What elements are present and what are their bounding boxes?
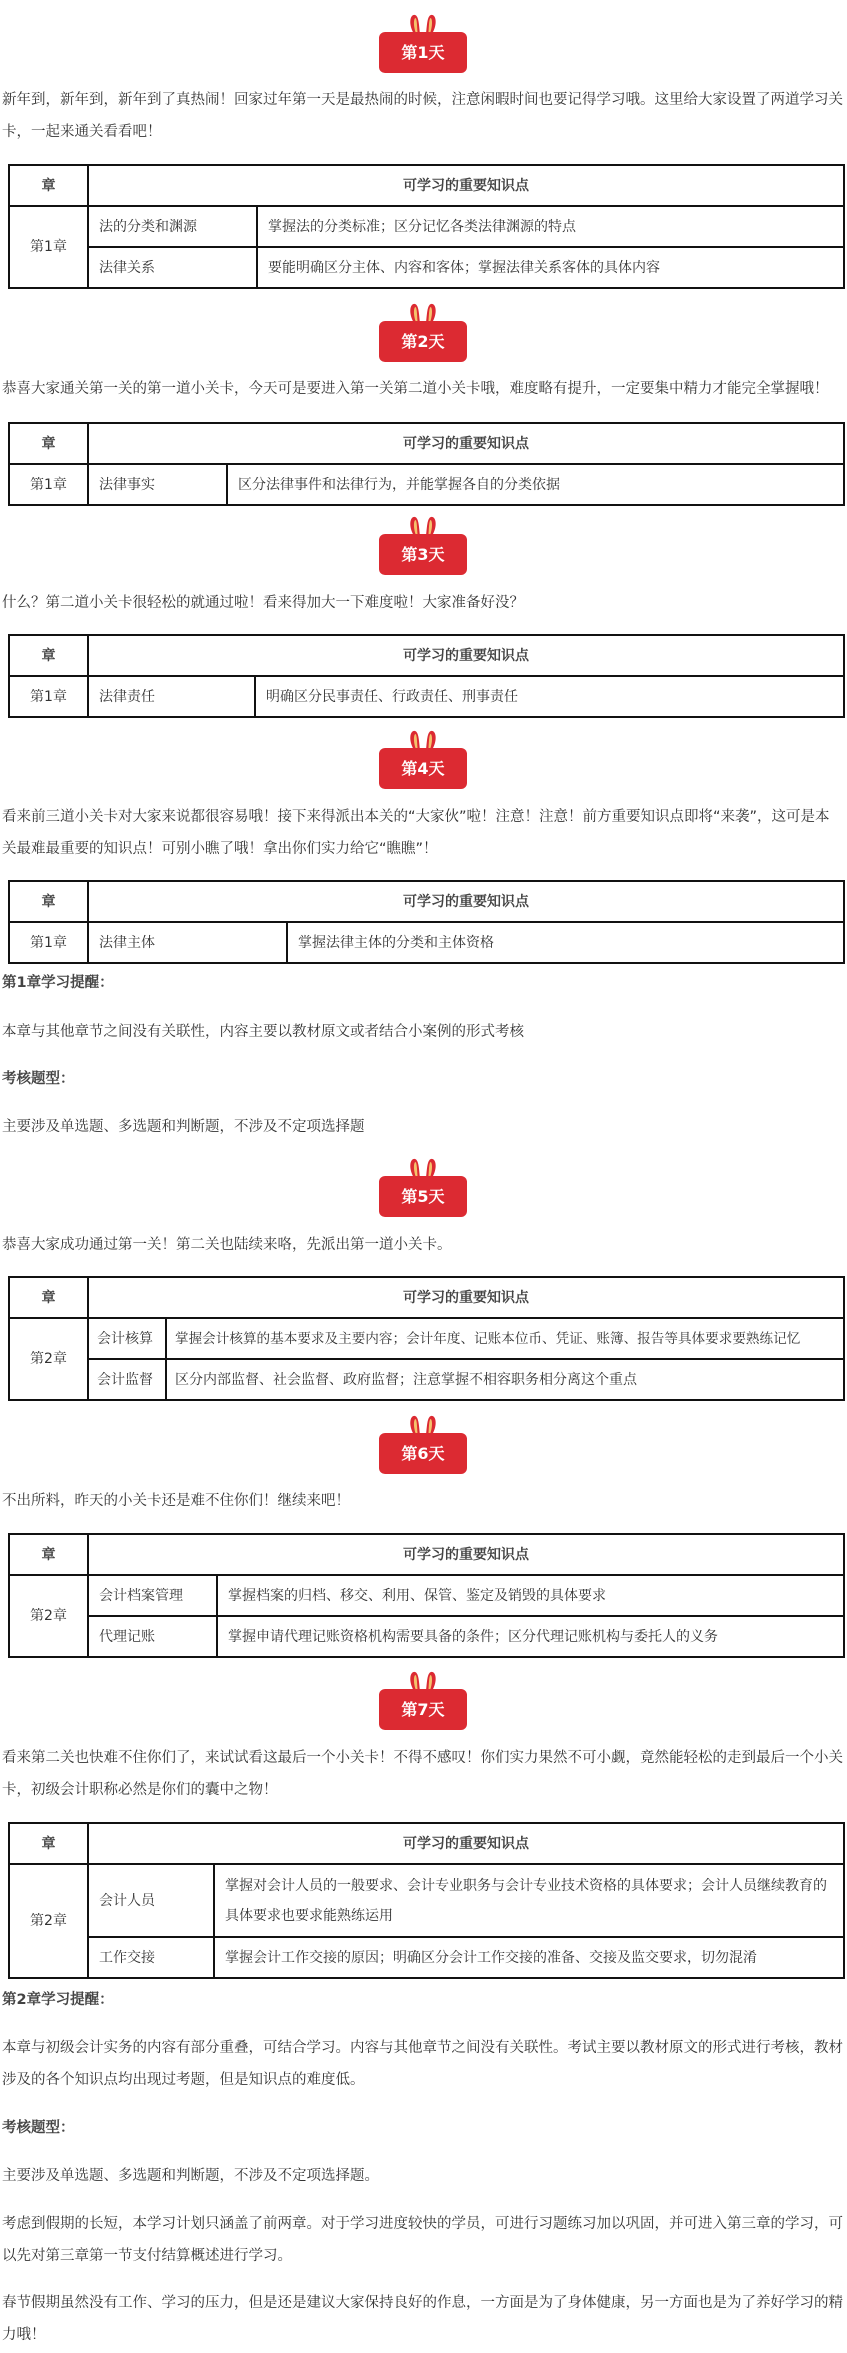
point-cell: 区分法律事件和法律行为，并能掌握各自的分类依据 bbox=[227, 464, 844, 505]
table-row bbox=[9, 1318, 844, 1359]
table-header-row bbox=[9, 1534, 844, 1575]
ch1-types-title: 考核题型： bbox=[2, 1071, 75, 1087]
header-chapter: 章 bbox=[9, 1534, 88, 1575]
topic-cell: 法的分类和渊源 bbox=[88, 206, 257, 247]
table-header-row bbox=[9, 165, 844, 206]
day-intro: 新年到，新年到，新年到了真热闹！回家过年第一天是最热闹的时候，注意闲暇时间也要记得学习哦。这里给大家设置了两道学习关卡，一起来通关看看吧！ bbox=[2, 92, 843, 140]
ch2-plan-text: 考虑到假期的长短，本学习计划只涵盖了前两章。对于学习进度较快的学员，可进行习题练习加以巩固，并可进入第三章的学习，可以先对第三章第一节支付结算概述进行学习。 bbox=[2, 2216, 843, 2264]
knowledge-table bbox=[8, 422, 845, 506]
day-badge bbox=[379, 1176, 467, 1217]
chapter-cell: 第2章 bbox=[9, 1864, 88, 1978]
topic-cell: 法律事实 bbox=[88, 464, 227, 505]
topic-cell: 法律责任 bbox=[88, 676, 255, 717]
ch2-reminder-text: 本章与初级会计实务的内容有部分重叠，可结合学习。内容与其他章节之间没有关联性。考试主要以教材原文的形式进行考核，教材涉及的各个知识点均出现过考题，但是知识点的难度低。 bbox=[2, 2040, 843, 2088]
table-row bbox=[9, 1864, 844, 1937]
ch2-types-text: 主要涉及单选题、多选题和判断题，不涉及不定项选择题。 bbox=[2, 2168, 379, 2184]
day-intro: 什么？第二道小关卡很轻松的就通过啦！看来得加大一下难度啦！大家准备好没？ bbox=[2, 595, 524, 611]
point-cell: 要能明确区分主体、内容和客体；掌握法律关系客体的具体内容 bbox=[257, 247, 844, 288]
table-row bbox=[9, 1575, 844, 1616]
day-intro: 不出所料，昨天的小关卡还是难不住你们！继续来吧！ bbox=[2, 1493, 350, 1509]
chapter-cell: 第1章 bbox=[9, 676, 88, 717]
day-badge bbox=[379, 534, 467, 575]
point-cell: 掌握法的分类标准；区分记忆各类法律渊源的特点 bbox=[257, 206, 844, 247]
day-intro: 恭喜大家通关第一关的第一道小关卡，今天可是要进入第一关第二道小关卡哦，难度略有提升，一定要集中精力才能完全掌握哦！ bbox=[2, 381, 829, 397]
table-header-row bbox=[9, 881, 844, 922]
topic-cell: 会计人员 bbox=[88, 1864, 214, 1937]
topic-cell: 工作交接 bbox=[88, 1937, 214, 1978]
ch1-reminder-text: 本章与其他章节之间没有关联性，内容主要以教材原文或者结合小案例的形式考核 bbox=[2, 1024, 524, 1040]
day-badge-label: 第6天 bbox=[379, 1433, 467, 1474]
ch2-reminder-title: 第2章学习提醒： bbox=[2, 1992, 114, 2008]
chapter-cell: 第2章 bbox=[9, 1575, 88, 1657]
point-cell: 区分内部监督、社会监督、政府监督；注意掌握不相容职务相分离这个重点 bbox=[166, 1359, 844, 1400]
table-header-row bbox=[9, 1823, 844, 1864]
table-row bbox=[9, 1937, 844, 1978]
header-chapter: 章 bbox=[9, 1823, 88, 1864]
table-row bbox=[9, 247, 844, 288]
day-intro: 看来第二关也快难不住你们了，来试试看这最后一个小关卡！不得不感叹！你们实力果然不可小觑，竟然能轻松的走到最后一个小关卡，初级会计职称必然是你们的囊中之物！ bbox=[2, 1750, 843, 1798]
knowledge-table bbox=[8, 634, 845, 718]
ch2-types-title: 考核题型： bbox=[2, 2120, 75, 2136]
knowledge-table bbox=[8, 164, 845, 289]
point-cell: 掌握档案的归档、移交、利用、保管、鉴定及销毁的具体要求 bbox=[217, 1575, 844, 1616]
point-cell: 掌握会计核算的基本要求及主要内容；会计年度、记账本位币、凭证、账簿、报告等具体要求要熟练记忆 bbox=[166, 1318, 844, 1359]
header-points: 可学习的重要知识点 bbox=[88, 423, 844, 464]
header-chapter: 章 bbox=[9, 423, 88, 464]
ch1-types-text: 主要涉及单选题、多选题和判断题，不涉及不定项选择题 bbox=[2, 1119, 365, 1135]
bunny-ears-icon bbox=[408, 1158, 438, 1178]
header-points: 可学习的重要知识点 bbox=[88, 1534, 844, 1575]
knowledge-table bbox=[8, 1533, 845, 1658]
day-badge-label: 第3天 bbox=[379, 534, 467, 575]
table-row bbox=[9, 1359, 844, 1400]
header-chapter: 章 bbox=[9, 635, 88, 676]
topic-cell: 法律关系 bbox=[88, 247, 257, 288]
header-chapter: 章 bbox=[9, 1277, 88, 1318]
closing-text: 春节假期虽然没有工作、学习的压力，但是还是建议大家保持良好的作息，一方面是为了身体健康，另一方面也是为了养好学习的精力哦！ bbox=[2, 2295, 843, 2343]
topic-cell: 会计监督 bbox=[88, 1359, 166, 1400]
day-intro: 看来前三道小关卡对大家来说都很容易哦！接下来得派出本关的“大家伙”啦！注意！注意！前方重要知识点即将“来袭”，这可是本关最难最重要的知识点！可别小瞧了哦！拿出你们实力给它“瞧瞧”！ bbox=[2, 809, 830, 857]
header-points: 可学习的重要知识点 bbox=[88, 165, 844, 206]
chapter-cell: 第1章 bbox=[9, 206, 88, 288]
day-badge-label: 第7天 bbox=[379, 1689, 467, 1730]
point-cell: 掌握法律主体的分类和主体资格 bbox=[287, 922, 844, 963]
header-points: 可学习的重要知识点 bbox=[88, 881, 844, 922]
table-header-row bbox=[9, 635, 844, 676]
point-cell: 掌握申请代理记账资格机构需要具备的条件；区分代理记账机构与委托人的义务 bbox=[217, 1616, 844, 1657]
bunny-ears-icon bbox=[408, 303, 438, 323]
point-cell: 掌握对会计人员的一般要求、会计专业职务与会计专业技术资格的具体要求；会计人员继续教育的具体要求也要求能熟练运用 bbox=[214, 1864, 844, 1937]
table-row bbox=[9, 1616, 844, 1657]
ch1-reminder-title: 第1章学习提醒： bbox=[2, 975, 114, 991]
table-row bbox=[9, 922, 844, 963]
knowledge-table bbox=[8, 1276, 845, 1401]
day-badge bbox=[379, 321, 467, 362]
day-badge-label: 第1天 bbox=[379, 32, 467, 73]
topic-cell: 代理记账 bbox=[88, 1616, 217, 1657]
point-cell: 掌握会计工作交接的原因；明确区分会计工作交接的准备、交接及监交要求，切勿混淆 bbox=[214, 1937, 844, 1978]
day-badge-label: 第4天 bbox=[379, 748, 467, 789]
table-row bbox=[9, 206, 844, 247]
table-header-row bbox=[9, 1277, 844, 1318]
bunny-ears-icon bbox=[408, 1671, 438, 1691]
day-badge bbox=[379, 1433, 467, 1474]
bunny-ears-icon bbox=[408, 1415, 438, 1435]
point-cell: 明确区分民事责任、行政责任、刑事责任 bbox=[255, 676, 844, 717]
day-badge-label: 第2天 bbox=[379, 321, 467, 362]
chapter-cell: 第1章 bbox=[9, 464, 88, 505]
bunny-ears-icon bbox=[408, 14, 438, 34]
header-points: 可学习的重要知识点 bbox=[88, 1277, 844, 1318]
topic-cell: 会计核算 bbox=[88, 1318, 166, 1359]
header-chapter: 章 bbox=[9, 881, 88, 922]
topic-cell: 法律主体 bbox=[88, 922, 287, 963]
header-chapter: 章 bbox=[9, 165, 88, 206]
knowledge-table bbox=[8, 880, 845, 964]
table-header-row bbox=[9, 423, 844, 464]
header-points: 可学习的重要知识点 bbox=[88, 1823, 844, 1864]
table-row bbox=[9, 464, 844, 505]
header-points: 可学习的重要知识点 bbox=[88, 635, 844, 676]
day-badge bbox=[379, 1689, 467, 1730]
knowledge-table bbox=[8, 1822, 845, 1979]
topic-cell: 会计档案管理 bbox=[88, 1575, 217, 1616]
day-badge-label: 第5天 bbox=[379, 1176, 467, 1217]
table-row bbox=[9, 676, 844, 717]
day-badge bbox=[379, 748, 467, 789]
bunny-ears-icon bbox=[408, 730, 438, 750]
day-badge bbox=[379, 32, 467, 73]
chapter-cell: 第1章 bbox=[9, 922, 88, 963]
day-intro: 恭喜大家成功通过第一关！第二关也陆续来咯，先派出第一道小关卡。 bbox=[2, 1237, 452, 1253]
chapter-cell: 第2章 bbox=[9, 1318, 88, 1400]
bunny-ears-icon bbox=[408, 516, 438, 536]
